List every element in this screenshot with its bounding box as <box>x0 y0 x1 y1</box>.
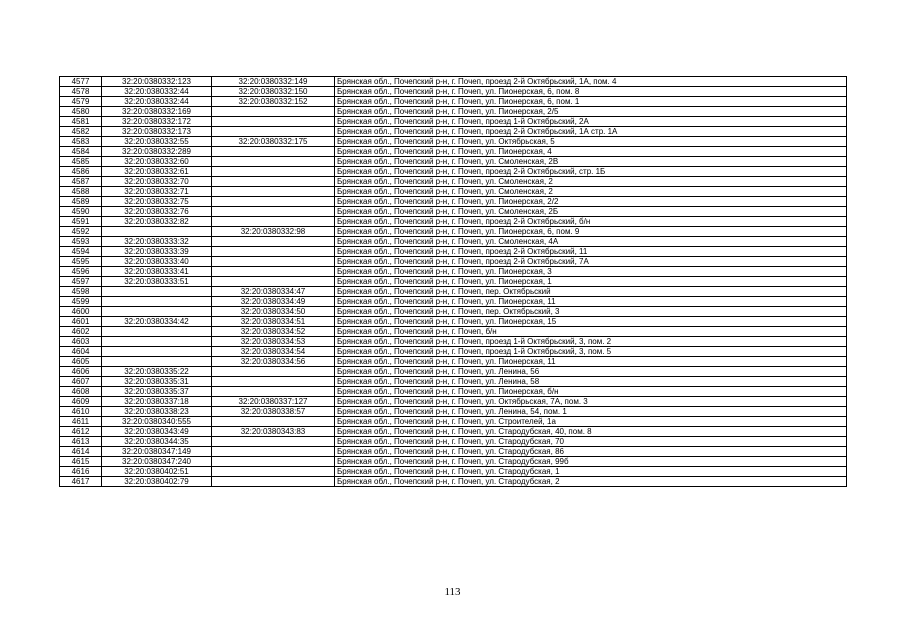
table-row <box>60 347 847 357</box>
table-row <box>60 167 847 177</box>
table-row <box>60 117 847 127</box>
page-number: 113 <box>444 586 461 598</box>
cadastral-number-cell: 32:20:0380332:172 <box>102 117 212 127</box>
table-row <box>60 197 847 207</box>
address-cell: Брянская обл., Почепский р-н, г. Почеп, пер. Октябрьский <box>335 287 847 297</box>
table-row <box>60 337 847 347</box>
cadastral-number-cell-2 <box>212 117 335 127</box>
cadastral-number-cell <box>102 357 212 367</box>
table-row <box>60 447 847 457</box>
cadastral-number-cell: 32:20:0380332:123 <box>102 77 212 87</box>
row-number-cell: 4595 <box>60 257 102 267</box>
cadastral-number-cell-2 <box>212 107 335 117</box>
row-number-cell: 4587 <box>60 177 102 187</box>
table-row <box>60 247 847 257</box>
address-cell: Брянская обл., Почепский р-н, г. Почеп, проезд 1-й Октябрьский, 2А <box>335 117 847 127</box>
address-cell: Брянская обл., Почепский р-н, г. Почеп, ул. Пионерская, 6, пом. 9 <box>335 227 847 237</box>
cadastral-number-cell <box>102 287 212 297</box>
table-row <box>60 457 847 467</box>
address-cell: Брянская обл., Почепский р-н, г. Почеп, ул. Стародубская, 40, пом. 8 <box>335 427 847 437</box>
cadastral-number-cell: 32:20:0380332:60 <box>102 157 212 167</box>
address-cell: Брянская обл., Почепский р-н, г. Почеп, ул. Пионерская, 2/2 <box>335 197 847 207</box>
cadastral-number-cell-2 <box>212 157 335 167</box>
row-number-cell: 4599 <box>60 297 102 307</box>
table-row <box>60 397 847 407</box>
table-row <box>60 237 847 247</box>
table-row <box>60 477 847 487</box>
table-row <box>60 377 847 387</box>
row-number-cell: 4596 <box>60 267 102 277</box>
address-cell: Брянская обл., Почепский р-н, г. Почеп, проезд 2-й Октябрьский, стр. 1Б <box>335 167 847 177</box>
address-cell: Брянская обл., Почепский р-н, г. Почеп, проезд 2-й Октябрьский, 11 <box>335 247 847 257</box>
row-number-cell: 4612 <box>60 427 102 437</box>
cadastral-number-cell-2 <box>212 277 335 287</box>
cadastral-number-cell-2 <box>212 257 335 267</box>
cadastral-number-cell-2 <box>212 217 335 227</box>
cadastral-number-cell-2 <box>212 207 335 217</box>
cadastral-number-cell-2 <box>212 177 335 187</box>
address-cell: Брянская обл., Почепский р-н, г. Почеп, ул. Пионерская, 1 <box>335 277 847 287</box>
cadastral-number-cell-2 <box>212 367 335 377</box>
row-number-cell: 4603 <box>60 337 102 347</box>
address-cell: Брянская обл., Почепский р-н, г. Почеп, ул. Пионерская, 6, пом. 1 <box>335 97 847 107</box>
row-number-cell: 4586 <box>60 167 102 177</box>
address-cell: Брянская обл., Почепский р-н, г. Почеп, ул. Пионерская, 11 <box>335 297 847 307</box>
address-cell: Брянская обл., Почепский р-н, г. Почеп, ул. Строителей, 1а <box>335 417 847 427</box>
address-cell: Брянская обл., Почепский р-н, г. Почеп, ул. Пионерская, 11 <box>335 357 847 367</box>
table-row <box>60 87 847 97</box>
cadastral-number-cell-2: 32:20:0380332:150 <box>212 87 335 97</box>
address-cell: Брянская обл., Почепский р-н, г. Почеп, ул. Стародубская, 2 <box>335 477 847 487</box>
address-cell: Брянская обл., Почепский р-н, г. Почеп, ул. Ленина, 56 <box>335 367 847 377</box>
cadastral-number-cell-2: 32:20:0380334:52 <box>212 327 335 337</box>
row-number-cell: 4578 <box>60 87 102 97</box>
row-number-cell: 4597 <box>60 277 102 287</box>
cadastral-number-cell: 32:20:0380332:44 <box>102 87 212 97</box>
table-row <box>60 437 847 447</box>
address-cell: Брянская обл., Почепский р-н, г. Почеп, б/н <box>335 327 847 337</box>
cadastral-number-cell: 32:20:0380402:51 <box>102 467 212 477</box>
cadastral-number-cell: 32:20:0380332:71 <box>102 187 212 197</box>
address-cell: Брянская обл., Почепский р-н, г. Почеп, пер. Октябрьский, 3 <box>335 307 847 317</box>
cadastral-number-cell: 32:20:0380332:70 <box>102 177 212 187</box>
address-cell: Брянская обл., Почепский р-н, г. Почеп, ул. Пионерская, б/н <box>335 387 847 397</box>
cadastral-number-cell: 32:20:0380332:169 <box>102 107 212 117</box>
row-number-cell: 4585 <box>60 157 102 167</box>
cadastral-number-cell-2 <box>212 467 335 477</box>
row-number-cell: 4615 <box>60 457 102 467</box>
cadastral-number-cell: 32:20:0380335:31 <box>102 377 212 387</box>
row-number-cell: 4606 <box>60 367 102 377</box>
cadastral-number-cell-2 <box>212 187 335 197</box>
table-row <box>60 357 847 367</box>
cadastral-number-cell: 32:20:0380333:41 <box>102 267 212 277</box>
row-number-cell: 4590 <box>60 207 102 217</box>
cadastral-number-cell-2 <box>212 477 335 487</box>
cadastral-number-cell: 32:20:0380337:18 <box>102 397 212 407</box>
cadastral-number-cell-2 <box>212 447 335 457</box>
cadastral-number-cell-2: 32:20:0380337:127 <box>212 397 335 407</box>
cadastral-number-cell-2 <box>212 267 335 277</box>
cadastral-number-cell: 32:20:0380340:555 <box>102 417 212 427</box>
cadastral-number-cell: 32:20:0380332:82 <box>102 217 212 227</box>
address-cell: Брянская обл., Почепский р-н, г. Почеп, ул. Смоленская, 2 <box>335 177 847 187</box>
table-row <box>60 267 847 277</box>
cadastral-number-cell-2: 32:20:0380332:98 <box>212 227 335 237</box>
cadastral-number-cell-2: 32:20:0380334:51 <box>212 317 335 327</box>
cadastral-number-cell: 32:20:0380338:23 <box>102 407 212 417</box>
row-number-cell: 4609 <box>60 397 102 407</box>
table-row <box>60 427 847 437</box>
address-cell: Брянская обл., Почепский р-н, г. Почеп, ул. Пионерская, 6, пом. 8 <box>335 87 847 97</box>
cadastral-number-cell-2: 32:20:0380332:175 <box>212 137 335 147</box>
cadastral-number-cell-2 <box>212 387 335 397</box>
row-number-cell: 4608 <box>60 387 102 397</box>
address-cell: Брянская обл., Почепский р-н, г. Почеп, ул. Ленина, 58 <box>335 377 847 387</box>
cadastral-number-cell-2: 32:20:0380334:54 <box>212 347 335 357</box>
table-row <box>60 327 847 337</box>
address-cell: Брянская обл., Почепский р-н, г. Почеп, ул. Стародубская, 70 <box>335 437 847 447</box>
address-cell: Брянская обл., Почепский р-н, г. Почеп, ул. Пионерская, 2/5 <box>335 107 847 117</box>
cadastral-number-cell-2 <box>212 247 335 257</box>
table-row <box>60 187 847 197</box>
row-number-cell: 4582 <box>60 127 102 137</box>
table-row <box>60 77 847 87</box>
cadastral-number-cell: 32:20:0380335:22 <box>102 367 212 377</box>
row-number-cell: 4601 <box>60 317 102 327</box>
cadastral-number-cell-2 <box>212 377 335 387</box>
cadastral-number-cell-2 <box>212 437 335 447</box>
cadastral-number-cell: 32:20:0380332:76 <box>102 207 212 217</box>
address-cell: Брянская обл., Почепский р-н, г. Почеп, ул. Пионерская, 15 <box>335 317 847 327</box>
row-number-cell: 4594 <box>60 247 102 257</box>
table-row <box>60 207 847 217</box>
address-cell: Брянская обл., Почепский р-н, г. Почеп, ул. Пионерская, 3 <box>335 267 847 277</box>
cadastral-number-cell: 32:20:0380347:149 <box>102 447 212 457</box>
address-cell: Брянская обл., Почепский р-н, г. Почеп, проезд 1-й Октябрьский, 3, пом. 5 <box>335 347 847 357</box>
row-number-cell: 4605 <box>60 357 102 367</box>
cadastral-number-cell: 32:20:0380333:32 <box>102 237 212 247</box>
cadastral-number-cell <box>102 307 212 317</box>
row-number-cell: 4614 <box>60 447 102 457</box>
cadastral-number-cell: 32:20:0380332:173 <box>102 127 212 137</box>
table-row <box>60 387 847 397</box>
cadastral-number-cell <box>102 297 212 307</box>
cadastral-number-cell: 32:20:0380332:289 <box>102 147 212 157</box>
address-cell: Брянская обл., Почепский р-н, г. Почеп, проезд 2-й Октябрьский, 1А стр. 1А <box>335 127 847 137</box>
address-cell: Брянская обл., Почепский р-н, г. Почеп, ул. Смоленская, 2В <box>335 157 847 167</box>
address-cell: Брянская обл., Почепский р-н, г. Почеп, ул. Стародубская, 99б <box>335 457 847 467</box>
cadastral-number-cell <box>102 337 212 347</box>
cadastral-number-cell <box>102 347 212 357</box>
table-row <box>60 257 847 267</box>
row-number-cell: 4602 <box>60 327 102 337</box>
cadastral-number-cell-2 <box>212 197 335 207</box>
cadastral-number-cell: 32:20:0380333:51 <box>102 277 212 287</box>
cadastral-number-cell-2 <box>212 147 335 157</box>
address-cell: Брянская обл., Почепский р-н, г. Почеп, ул. Октябрьская, 7А, пом. 3 <box>335 397 847 407</box>
address-cell: Брянская обл., Почепский р-н, г. Почеп, проезд 2-й Октябрьский, 1А, пом. 4 <box>335 77 847 87</box>
table-row <box>60 407 847 417</box>
cadastral-number-cell: 32:20:0380332:61 <box>102 167 212 177</box>
cadastral-number-cell-2: 32:20:0380334:47 <box>212 287 335 297</box>
cadastral-number-cell <box>102 227 212 237</box>
address-cell: Брянская обл., Почепский р-н, г. Почеп, ул. Стародубская, 86 <box>335 447 847 457</box>
row-number-cell: 4588 <box>60 187 102 197</box>
cadastral-number-cell: 32:20:0380347:240 <box>102 457 212 467</box>
row-number-cell: 4579 <box>60 97 102 107</box>
cadastral-number-cell: 32:20:0380332:44 <box>102 97 212 107</box>
row-number-cell: 4616 <box>60 467 102 477</box>
table-row <box>60 147 847 157</box>
row-number-cell: 4604 <box>60 347 102 357</box>
cadastral-number-cell: 32:20:0380344:35 <box>102 437 212 447</box>
row-number-cell: 4600 <box>60 307 102 317</box>
address-cell: Брянская обл., Почепский р-н, г. Почеп, ул. Пионерская, 4 <box>335 147 847 157</box>
table-row <box>60 97 847 107</box>
cadastral-number-cell-2 <box>212 237 335 247</box>
cadastral-number-cell: 32:20:0380334:42 <box>102 317 212 327</box>
table-row <box>60 127 847 137</box>
address-cell: Брянская обл., Почепский р-н, г. Почеп, ул. Октябрьская, 5 <box>335 137 847 147</box>
table-row <box>60 217 847 227</box>
cadastral-number-cell: 32:20:0380333:39 <box>102 247 212 257</box>
address-cell: Брянская обл., Почепский р-н, г. Почеп, проезд 2-й Октябрьский, 7А <box>335 257 847 267</box>
table-row <box>60 417 847 427</box>
row-number-cell: 4610 <box>60 407 102 417</box>
registry-table-body <box>60 77 847 487</box>
table-row <box>60 317 847 327</box>
table-row <box>60 297 847 307</box>
address-cell: Брянская обл., Почепский р-н, г. Почеп, проезд 2-й Октябрьский, б/н <box>335 217 847 227</box>
row-number-cell: 4591 <box>60 217 102 227</box>
cadastral-number-cell-2: 32:20:0380338:57 <box>212 407 335 417</box>
cadastral-number-cell-2: 32:20:0380332:152 <box>212 97 335 107</box>
cadastral-number-cell-2 <box>212 167 335 177</box>
address-cell: Брянская обл., Почепский р-н, г. Почеп, ул. Смоленская, 2 <box>335 187 847 197</box>
registry-table <box>59 76 847 487</box>
cadastral-number-cell: 32:20:0380332:75 <box>102 197 212 207</box>
table-row <box>60 277 847 287</box>
address-cell: Брянская обл., Почепский р-н, г. Почеп, проезд 1-й Октябрьский, 3, пом. 2 <box>335 337 847 347</box>
row-number-cell: 4581 <box>60 117 102 127</box>
row-number-cell: 4589 <box>60 197 102 207</box>
row-number-cell: 4584 <box>60 147 102 157</box>
row-number-cell: 4583 <box>60 137 102 147</box>
row-number-cell: 4592 <box>60 227 102 237</box>
address-cell: Брянская обл., Почепский р-н, г. Почеп, ул. Ленина, 54, пом. 1 <box>335 407 847 417</box>
table-row <box>60 467 847 477</box>
address-cell: Брянская обл., Почепский р-н, г. Почеп, ул. Смоленская, 4А <box>335 237 847 247</box>
cadastral-number-cell: 32:20:0380335:37 <box>102 387 212 397</box>
cadastral-number-cell-2 <box>212 417 335 427</box>
cadastral-number-cell <box>102 327 212 337</box>
cadastral-number-cell-2: 32:20:0380334:56 <box>212 357 335 367</box>
cadastral-number-cell-2 <box>212 457 335 467</box>
address-cell: Брянская обл., Почепский р-н, г. Почеп, ул. Стародубская, 1 <box>335 467 847 477</box>
cadastral-number-cell-2: 32:20:0380332:149 <box>212 77 335 87</box>
row-number-cell: 4607 <box>60 377 102 387</box>
row-number-cell: 4617 <box>60 477 102 487</box>
row-number-cell: 4611 <box>60 417 102 427</box>
row-number-cell: 4580 <box>60 107 102 117</box>
table-row <box>60 107 847 117</box>
table-row <box>60 287 847 297</box>
row-number-cell: 4613 <box>60 437 102 447</box>
table-row <box>60 137 847 147</box>
cadastral-number-cell: 32:20:0380402:79 <box>102 477 212 487</box>
table-row <box>60 367 847 377</box>
cadastral-number-cell: 32:20:0380333:40 <box>102 257 212 267</box>
cadastral-number-cell-2 <box>212 127 335 137</box>
row-number-cell: 4593 <box>60 237 102 247</box>
address-cell: Брянская обл., Почепский р-н, г. Почеп, ул. Смоленская, 2Б <box>335 207 847 217</box>
cadastral-number-cell-2: 32:20:0380334:50 <box>212 307 335 317</box>
cadastral-number-cell-2: 32:20:0380343:83 <box>212 427 335 437</box>
table-row <box>60 227 847 237</box>
cadastral-number-cell: 32:20:0380332:55 <box>102 137 212 147</box>
cadastral-number-cell-2: 32:20:0380334:53 <box>212 337 335 347</box>
table-row <box>60 157 847 167</box>
table-row <box>60 307 847 317</box>
cadastral-number-cell: 32:20:0380343:49 <box>102 427 212 437</box>
table-row <box>60 177 847 187</box>
row-number-cell: 4598 <box>60 287 102 297</box>
row-number-cell: 4577 <box>60 77 102 87</box>
cadastral-number-cell-2: 32:20:0380334:49 <box>212 297 335 307</box>
